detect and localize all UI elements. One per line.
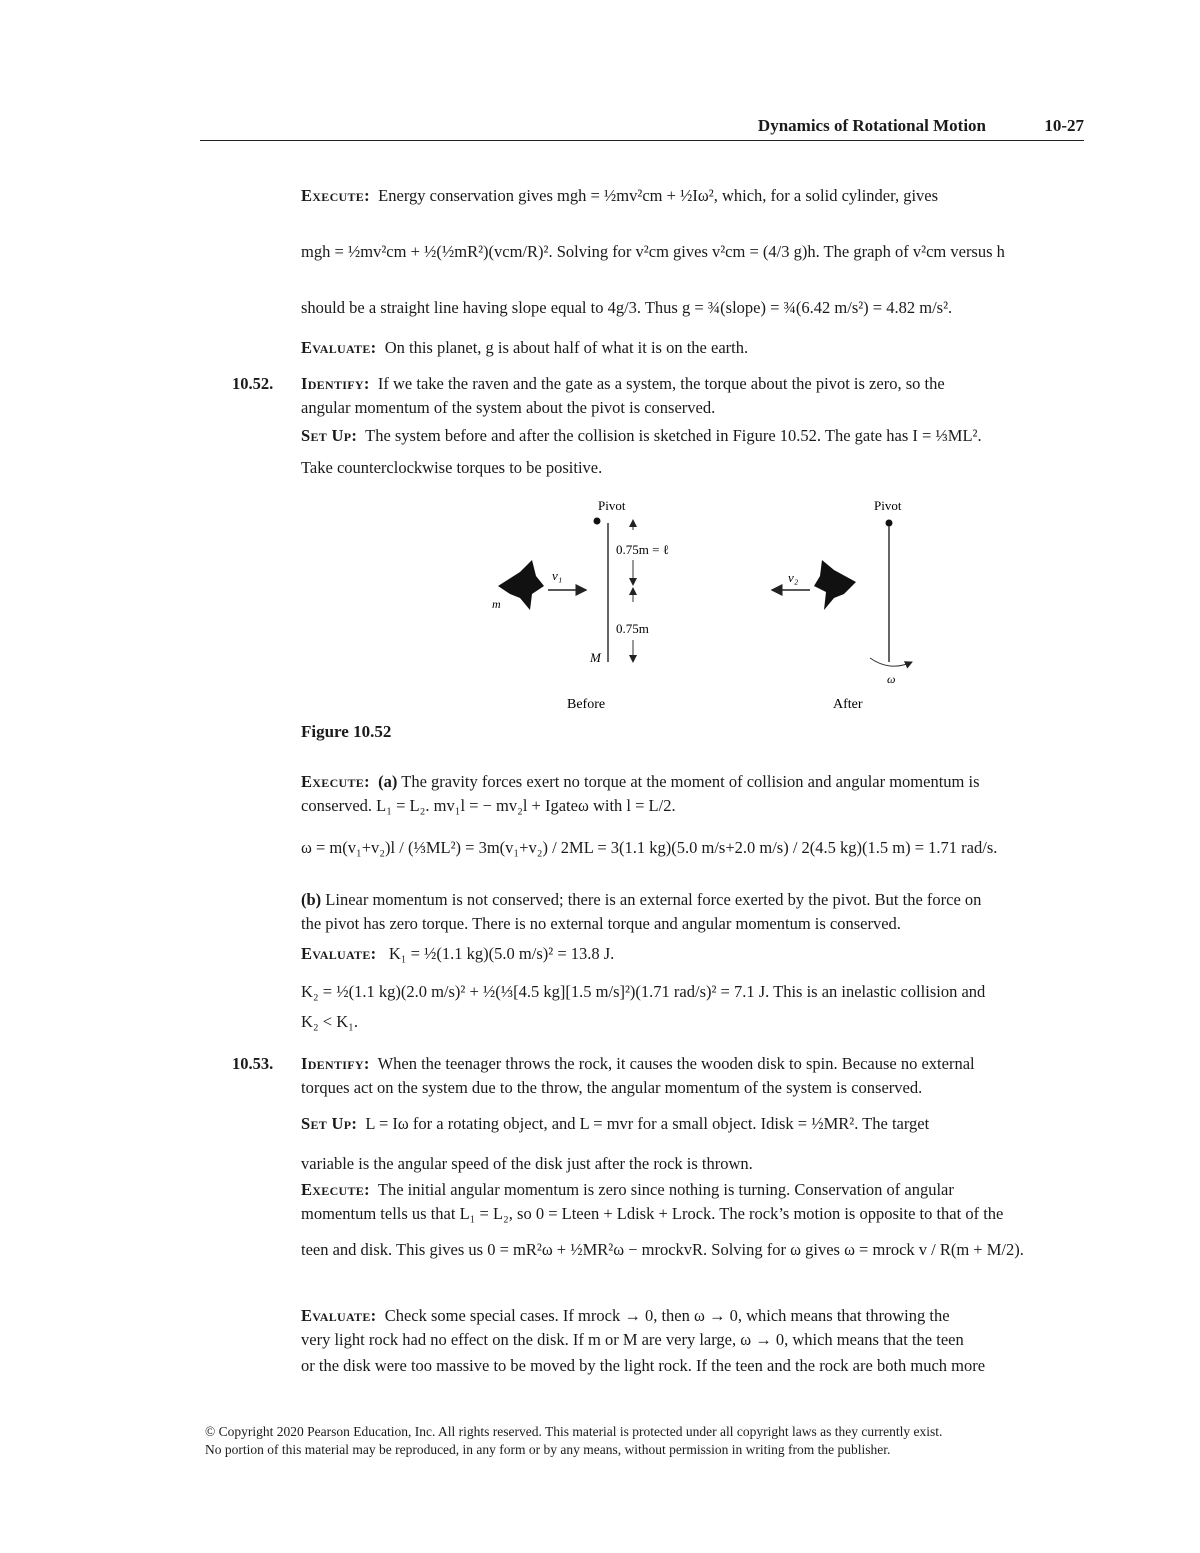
mass-M-label: M [590,650,601,665]
p53-evaluate-line1 [301,1306,950,1326]
p52-identify-text1: If we take the raven and the gate as a system, the torque about the pivot is zero, so the [377,374,945,393]
prev-execute-text: Energy conservation gives mgh = ½mv²cm + ½Iω², which, for a solid cylinder, gives [378,186,939,205]
p53-identify-line2: torques act on the system due to the throw, the angular momentum of the system is conserved. [301,1078,923,1097]
prev-evaluate [301,338,748,358]
p52-k2-end: K₂ < K₁. [301,1012,359,1031]
p53-execute-line1 [301,1180,954,1200]
pivot-dot-after [886,520,893,527]
p53-setup-line1 [301,1114,929,1134]
header-title: Dynamics of Rotational Motion [757,116,986,135]
p53-setup-text1: L = Iω for a rotating object, and L = mvr for a small object. Idisk = ½MR². The target [365,1114,930,1133]
p52-part-b-line2: the pivot has zero torque. There is no external torque and angular momentum is conserved. [301,914,901,933]
evaluate-label: Evaluate: [301,338,377,357]
execute-label-53: Execute: [301,1180,370,1199]
part-b-label: (b) [301,890,322,909]
raven-before-icon [498,560,544,610]
dim-lower-label: 0.75m [616,621,649,636]
p52-identify-line2: angular momentum of the system about the pivot is conserved. [301,398,716,417]
p52-execute-line1 [301,772,980,792]
pivot-dot-before [594,518,601,525]
omega-label: ω [887,672,896,686]
setup-label-53: Set Up: [301,1114,358,1133]
running-header [200,116,1084,141]
figure-10-52 [470,490,950,715]
copyright-line2: No portion of this material may be reproduced, in any form or by any means, without permission in writing from the publisher. [205,1442,891,1457]
p52-setup-line1 [301,426,982,446]
part-a-label: (a) [378,772,398,791]
v1-label: v₁ [552,568,563,583]
figure-caption: Figure 10.52 [301,722,392,741]
p52-evaluate [301,944,614,964]
pivot-label-before: Pivot [598,498,626,513]
p53-evaluate-line3: or the disk were too massive to be moved by the light rock. If the teen and the rock are both much more [301,1356,986,1375]
p53-execute-line3: teen and disk. This gives us 0 = mR²ω + ½MR²ω − mrockvR. Solving for ω gives ω = mrock v / R(m + M/2). [301,1240,1024,1259]
p52-omega-equation: ω = m(v₁+v₂)l / (⅓ML²) = 3m(v₁+v₂) / 2ML = 3(1.1 kg)(5.0 m/s+2.0 m/s) / 2(4.5 kg)(1.5 m) = 1.71 rad/s. [301,838,998,857]
prev-slope-text: should be a straight line having slope equal to 4g/3. Thus g = ¾(slope) = ¾(6.42 m/s²) = 4.82 m/s². [301,298,953,317]
p52-identify-line1 [301,374,945,394]
p53-setup-line2: variable is the angular speed of the disk just after the rock is thrown. [301,1154,753,1173]
pivot-label-after: Pivot [874,498,902,513]
setup-label: Set Up: [301,426,358,445]
header-page-number: 10-27 [1044,116,1084,135]
execute-label: Execute: [301,186,370,205]
mass-m-label: m [492,597,501,611]
p53-identify-text1: When the teenager throws the rock, it causes the wooden disk to spin. Because no external [377,1054,975,1073]
identify-label-53: Identify: [301,1054,370,1073]
copyright-line1: © Copyright 2020 Pearson Education, Inc. All rights reserved. This material is protected under all copyright laws as they currently exist. [205,1424,943,1439]
omega-arrow [870,658,912,666]
p52-setup-text1: The system before and after the collision is sketched in Figure 10.52. The gate has I = ⅓ML². [365,426,982,445]
problem-number-52: 10.52. [232,374,274,393]
p53-evaluate-text1: Check some special cases. If mrock → 0, then ω → 0, which means that throwing the [384,1306,950,1325]
problem-number-53: 10.53. [232,1054,274,1073]
p52-execute-line2: conserved. L₁ = L₂. mv₁l = − mv₂l + Igateω with l = L/2. [301,796,676,815]
p53-identify-line1 [301,1054,975,1074]
p53-execute-line2: momentum tells us that L₁ = L₂, so 0 = Lteen + Ldisk + Lrock. The rock’s motion is opposite to that of the [301,1204,1004,1223]
prev-equation: mgh = ½mv²cm + ½(½mR²)(vcm/R)². Solving for v²cm gives v²cm = (4/3 g)h. The graph of v²cm versus h [301,242,1005,261]
before-label: Before [567,697,606,712]
prev-evaluate-text: On this planet, g is about half of what it is on the earth. [384,338,749,357]
p53-execute-text1: The initial angular momentum is zero since nothing is turning. Conservation of angular [377,1180,954,1199]
p52-k2: K₂ = ½(1.1 kg)(2.0 m/s)² + ½(⅓[4.5 kg][1.5 m/s]²)(1.71 rad/s)² = 7.1 J. This is an inelastic collision and [301,982,986,1001]
identify-label: Identify: [301,374,370,393]
dim-upper-label: 0.75m = ℓ [616,542,669,557]
evaluate-label-53: Evaluate: [301,1306,377,1325]
execute-label-52: Execute: [301,772,370,791]
raven-after-icon [814,560,856,610]
evaluate-label-52: Evaluate: [301,944,377,963]
p52-execute-text1: The gravity forces exert no torque at the moment of collision and angular momentum is [401,772,980,791]
after-label: After [833,697,863,712]
p52-k1: K₁ = ½(1.1 kg)(5.0 m/s)² = 13.8 J. [388,944,615,963]
v2-label: v₂ [788,570,799,585]
p52-part-b-text1: Linear momentum is not conserved; there is an external force exerted by the pivot. But the force on [325,890,982,909]
p53-evaluate-line2: very light rock had no effect on the disk. If m or M are very large, ω → 0, which means that the teen [301,1330,964,1349]
p52-part-b-line1 [301,890,981,910]
p52-setup-line2: Take counterclockwise torques to be positive. [301,458,603,477]
prev-execute [301,186,938,206]
